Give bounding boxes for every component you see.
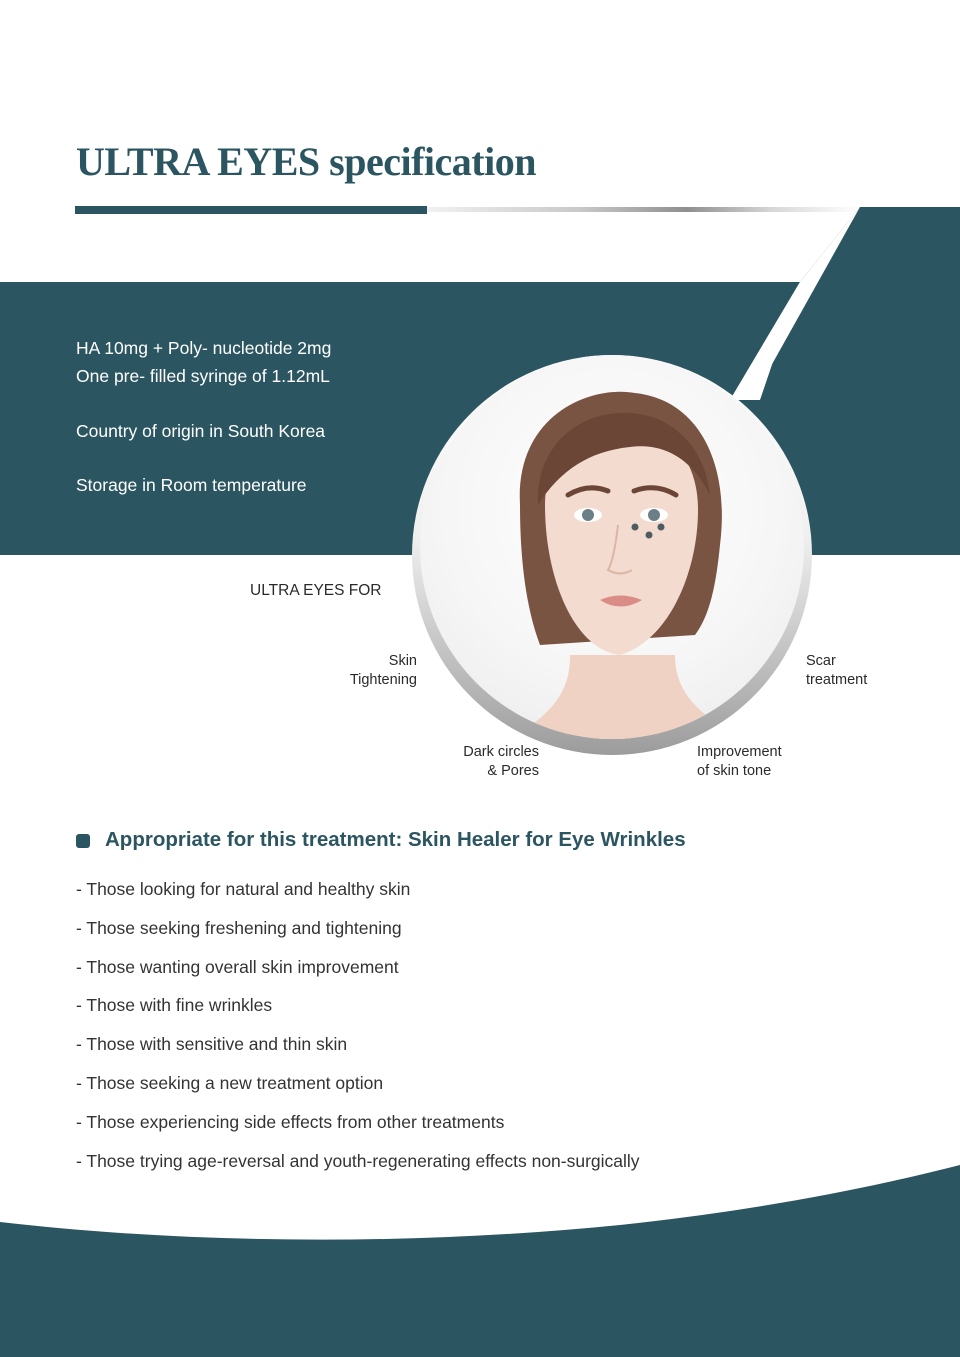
model-portrait (420, 355, 804, 739)
label-skin-tightening (350, 652, 417, 690)
footer-wave (0, 1150, 960, 1357)
label-line: Tightening (349, 672, 417, 688)
label-scar-treatment (806, 652, 867, 690)
label-skin-tone (697, 743, 782, 781)
label-line: Improvement (697, 744, 782, 760)
label-line: & Pores (487, 763, 539, 779)
list-item: - Those experiencing side effects from other treatments (76, 1111, 505, 1132)
label-line: Scar (806, 653, 836, 669)
label-line: of skin tone (697, 763, 772, 779)
list-item: - Those wanting overall skin improvement (76, 956, 399, 977)
label-line: treatment (806, 672, 868, 688)
spec-origin: Country of origin in South Korea (76, 421, 326, 441)
list-item: - Those looking for natural and healthy skin (76, 879, 411, 899)
heading-bullet-icon (76, 834, 90, 848)
spec-ingredients: HA 10mg + Poly- nucleotide 2mg (76, 338, 332, 358)
treatment-list (76, 878, 640, 1188)
page-title: ULTRA EYES specification (76, 139, 536, 184)
label-line: Skin (388, 653, 417, 669)
treatment-heading: Appropriate for this treatment: Skin Healer for Eye Wrinkles (105, 828, 686, 851)
list-item: - Those with sensitive and thin skin (76, 1034, 348, 1055)
list-item: - Those seeking a new treatment option (76, 1072, 384, 1093)
label-dark-circles (463, 743, 539, 781)
spec-storage: Storage in Room temperature (76, 475, 307, 495)
list-item: - Those with fine wrinkles (76, 995, 273, 1016)
list-item: - Those seeking freshening and tightening (76, 917, 402, 938)
list-item: - Those trying age-reversal and youth-regenerating effects non-surgically (76, 1150, 640, 1171)
usage-title: ULTRA EYES FOR (250, 582, 382, 599)
face-illustration (420, 355, 804, 739)
spec-volume: One pre- filled syringe of 1.12mL (76, 366, 330, 386)
label-line: Dark circles (463, 744, 539, 760)
